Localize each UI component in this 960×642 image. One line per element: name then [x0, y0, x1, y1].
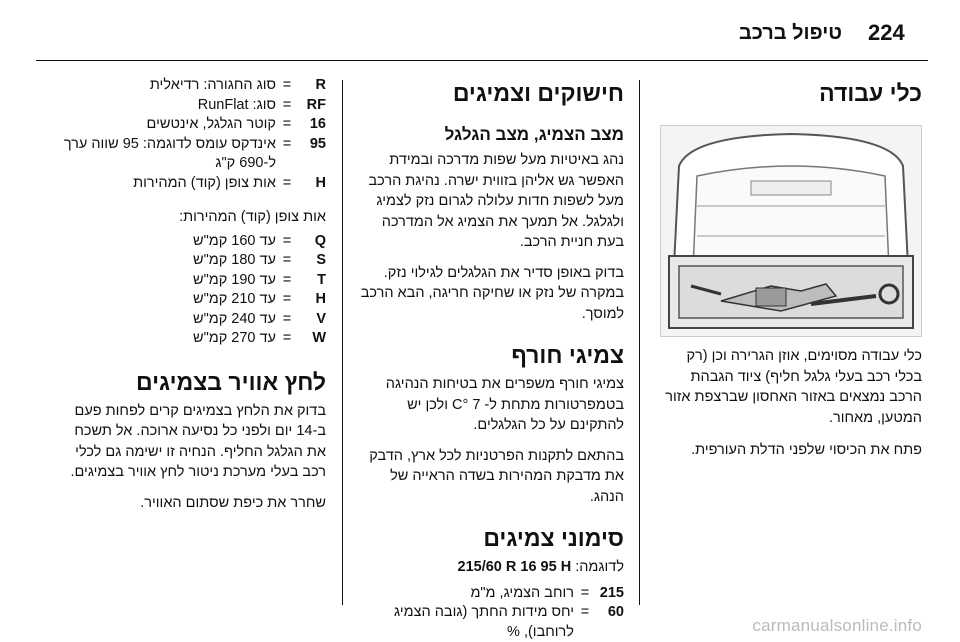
- marking-row: [56, 135, 326, 174]
- equals-sign: =: [282, 135, 292, 152]
- marking-row: [56, 115, 326, 135]
- section-title-winter: צמיגי חורף: [511, 342, 624, 368]
- marking-desc: סוג החגורה: רדיאלית: [149, 77, 276, 93]
- marking-row: [356, 603, 624, 642]
- equals-sign: =: [282, 271, 292, 288]
- marking-row: [356, 584, 624, 604]
- column-tires: [356, 78, 624, 642]
- speed-desc: עד 210 קמ"ש: [193, 291, 276, 307]
- equals-sign: =: [580, 584, 590, 601]
- condition-paragraph: נהג באיטיות מעל שפות מדרכה ובמידת האפשר גש אליהן בזווית ישרה. נהיגת הרכב מעל לשפות חדות עלולה לגרום נזק לצמיג ולגלגל. אל תמעך את הצמיג אל המדרכה בעת חניית הרכב.: [368, 152, 624, 250]
- speed-row: [56, 271, 326, 291]
- marking-desc: קוטר הגלגל, אינטשים: [146, 116, 276, 132]
- speed-desc: עד 160 קמ"ש: [193, 232, 276, 249]
- header-rule: [36, 60, 928, 61]
- subsection-title-condition: מצב הצמיג, מצב הגלגל: [444, 125, 624, 144]
- marking-key: 95: [309, 135, 326, 152]
- marking-desc: אינדקס עומס לדוגמה: 95 שווה ערך ל-690 ק"ג: [63, 135, 276, 171]
- speed-row: [56, 290, 326, 310]
- speed-desc: עד 240 קמ"ש: [193, 310, 276, 327]
- speed-key: T: [317, 271, 326, 288]
- marking-desc: סוג: RunFlat: [197, 96, 276, 113]
- speed-key: W: [312, 330, 326, 346]
- column-tools-text: [656, 346, 922, 461]
- speed-row: [56, 232, 326, 252]
- column-markings-cont: [56, 76, 326, 513]
- markings-list: [356, 584, 624, 642]
- marking-desc: אות צופן (קוד) המהירות: [133, 174, 276, 191]
- marking-key: RF: [306, 96, 326, 113]
- speed-row: [56, 310, 326, 330]
- tools-paragraph: כלי עבודה מסוימים, אוזן הגרירה וכן (רק בכלי רכב בעלי גלגל חליף) ציוד הגבהת הרכב נמצאים באזור האחסון שברצפת אזור המטען, מאחור.: [665, 348, 922, 426]
- marking-key: 60: [607, 604, 624, 620]
- marking-key: 16: [309, 116, 326, 132]
- equals-sign: =: [282, 252, 292, 268]
- marking-row: [56, 174, 326, 194]
- column-divider: [342, 80, 343, 605]
- equals-sign: =: [282, 232, 292, 249]
- section-title-tires: חישוקים וצמיגים: [452, 80, 624, 106]
- speed-intro: אות צופן (קוד) המהירות:: [179, 209, 326, 225]
- section-title-pressure: לחץ אוויר בצמיגים: [136, 368, 326, 395]
- trunk-tools-photo: [660, 125, 922, 337]
- check-paragraph: בדוק באופן סדיר את הגלגלים לגילוי נזק. במקרה של נזק או שחיקה חריגה, הבא הרכב למוסך.: [360, 264, 624, 322]
- speed-key: V: [316, 310, 326, 327]
- pressure-paragraph: שחרר את כיפת שסתום האוויר.: [140, 494, 326, 511]
- speed-codes-list: [56, 232, 326, 349]
- equals-sign: =: [282, 310, 292, 327]
- equals-sign: =: [282, 291, 292, 307]
- example-label: לדוגמה:: [571, 559, 624, 575]
- column-tools: [656, 78, 922, 108]
- speed-desc: עד 190 קמ"ש: [193, 271, 276, 288]
- pressure-paragraph: בדוק את הלחץ בצמיגים קרים לפחות פעם ב-14 יום ולפני כל נסיעה ארוכה. אל תשכח את הגלגל החליף. הנחיה זו ישימה גם לכלי רכב בעלי מערכת ניטור לחץ אוויר בצמיגים.: [70, 402, 326, 480]
- equals-sign: =: [282, 96, 292, 113]
- speed-key: Q: [314, 232, 326, 249]
- section-title-tools: כלי עבודה: [819, 80, 922, 106]
- winter-paragraph: צמיגי חורף משפרים את בטיחות הנהיגה בטמפרטורות מתחת ל- 7 °C ולכן יש להתקינם על כל הגלגלים.: [385, 376, 624, 433]
- column-divider: [639, 80, 640, 605]
- markings-cont-list: [56, 76, 326, 193]
- running-title: טיפול ברכב: [738, 22, 842, 44]
- marking-key: R: [315, 77, 326, 93]
- watermark: carmanualsonline.info: [752, 616, 922, 635]
- equals-sign: =: [282, 77, 292, 93]
- speed-key: S: [316, 252, 326, 268]
- page-number: 224: [868, 20, 905, 45]
- speed-row: [56, 329, 326, 349]
- marking-desc: יחס מידות החתך (גובה הצמיג לרוחבו), %: [394, 604, 574, 640]
- speed-desc: עד 270 קמ"ש: [193, 330, 276, 346]
- marking-row: [56, 96, 326, 116]
- tools-paragraph: פתח את הכיסוי שלפני הדלת העורפית.: [691, 442, 922, 458]
- marking-key: H: [315, 174, 326, 191]
- marking-key: 215: [599, 584, 624, 601]
- speed-key: H: [315, 291, 326, 307]
- equals-sign: =: [282, 174, 292, 191]
- marking-row: [56, 76, 326, 96]
- page-header: [0, 18, 960, 46]
- equals-sign: =: [282, 330, 292, 346]
- marking-example: [356, 557, 624, 578]
- winter-paragraph: בהתאם לתקנות הפרטניות לכל ארץ, הדבק את מדבקת המהירות בשדה הראייה של הנהג.: [369, 447, 624, 505]
- speed-row: [56, 251, 326, 271]
- marking-desc: רוחב הצמיג, מ"מ: [470, 584, 574, 601]
- equals-sign: =: [282, 116, 292, 132]
- section-title-markings: סימוני צמיגים: [483, 525, 624, 551]
- example-value: 215/60 R 16 95 H: [457, 559, 572, 575]
- speed-desc: עד 180 קמ"ש: [193, 252, 276, 268]
- equals-sign: =: [580, 604, 590, 620]
